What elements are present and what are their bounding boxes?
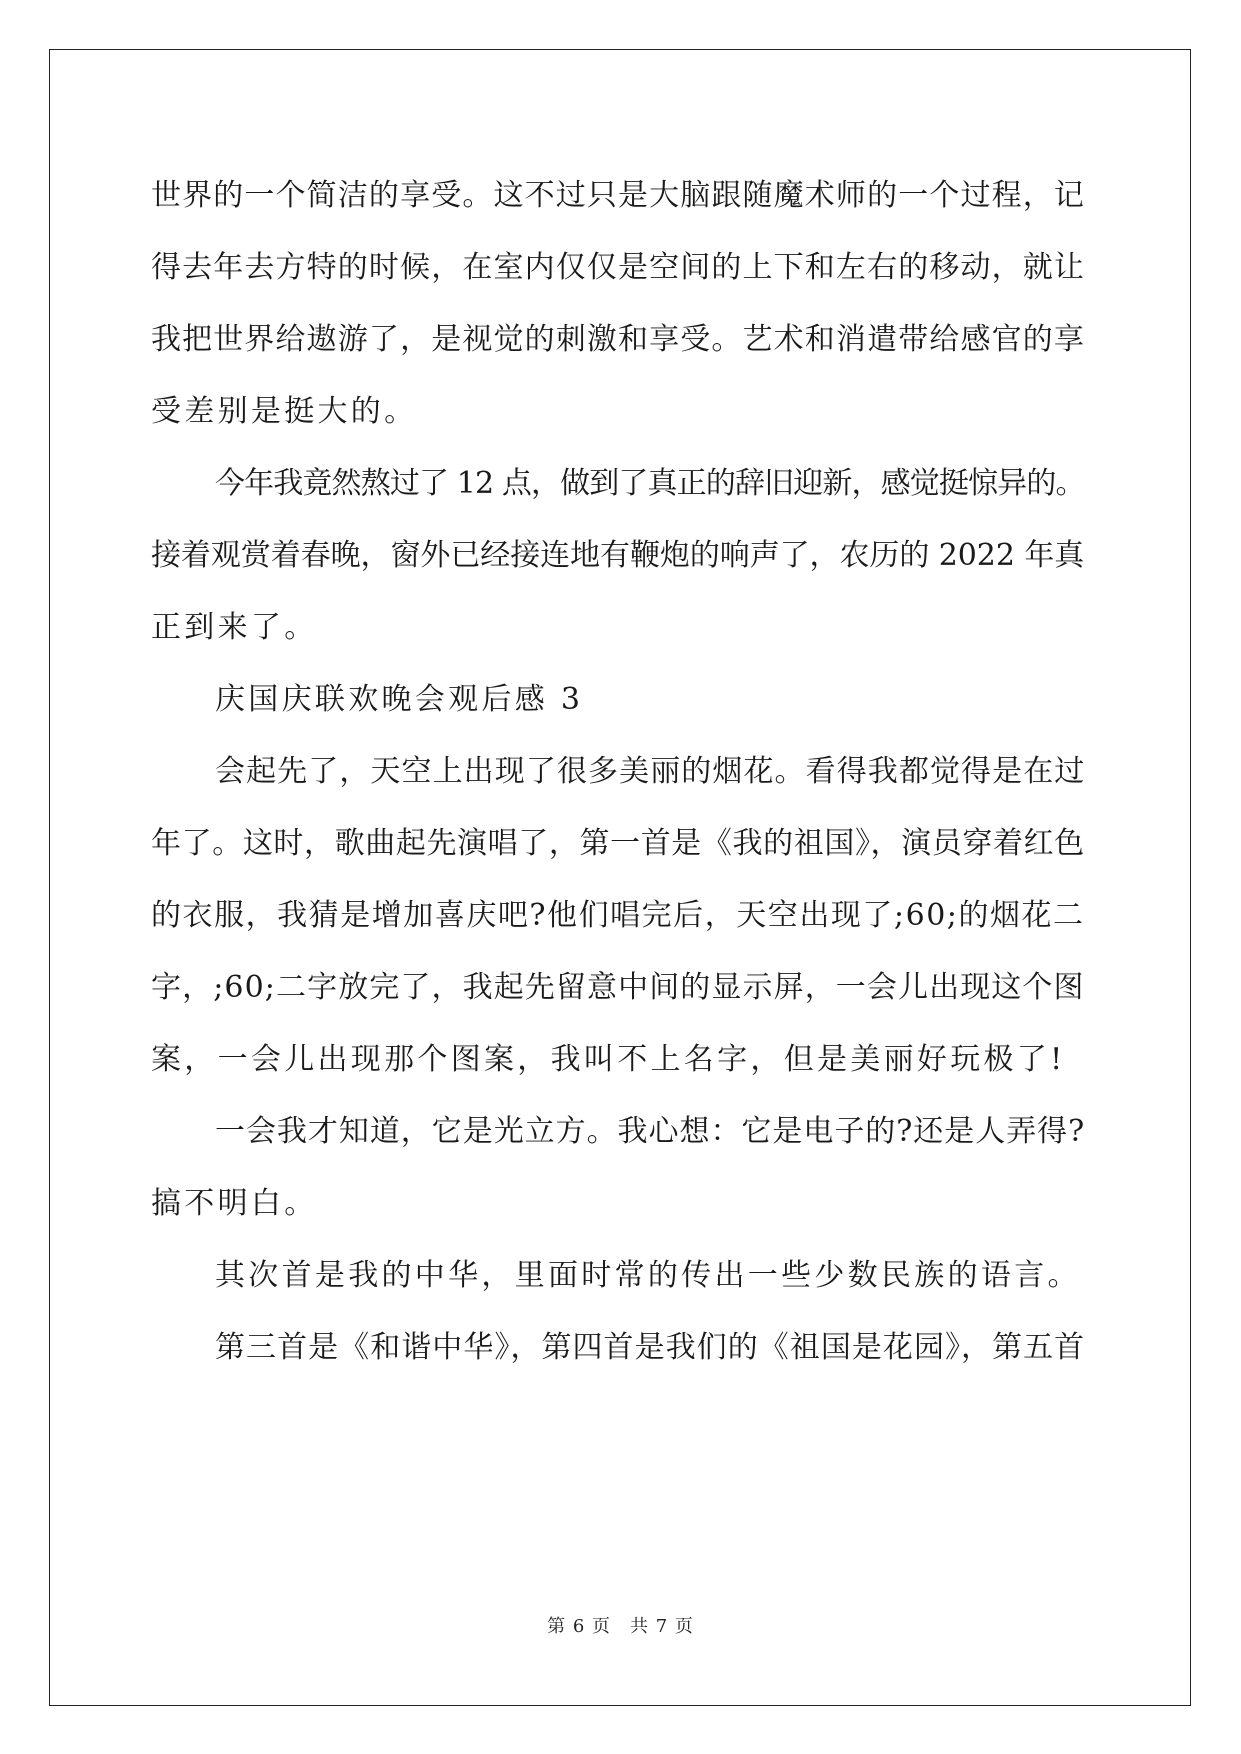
paragraph-start-line: 第三首是《和谐中华》，第四首是我们的《祖国是花园》，第五首 [215, 1330, 1086, 1365]
text-line: 正到来了。 [151, 610, 318, 645]
text-line: 世界的一个简洁的享受。这不过只是大脑跟随魔术师的一个过程，记 [151, 178, 1085, 213]
paragraph-start-line: 今年我竟然熬过了 12 点，做到了真正的辞旧迎新，感觉挺惊异的。 [215, 466, 1085, 501]
text-line: 搞不明白。 [151, 1186, 318, 1221]
text-line: 年了。这时，歌曲起先演唱了，第一首是《我的祖国》，演员穿着红色 [151, 826, 1085, 861]
text-line: 受差别是挺大的。 [151, 394, 418, 429]
text-line: 的衣服，我猜是增加喜庆吧?他们唱完后，天空出现了;60;的烟花二 [151, 898, 1085, 933]
paragraph-start-line: 其次首是我的中华，里面时常的传出一些少数民族的语言。 [215, 1258, 1081, 1293]
text-line: 我把世界给遨游了，是视觉的刺激和享受。艺术和消遣带给感官的享 [151, 322, 1085, 357]
paragraph-start-line: 一会我才知道，它是光立方。我心想：它是电子的?还是人弄得? [215, 1114, 1086, 1149]
paragraph-start-line: 会起先了，天空上出现了很多美丽的烟花。看得我都觉得是在过 [215, 754, 1086, 789]
page-number-footer: 第 6 页 共 7 页 [547, 1616, 694, 1637]
text-line: 接着观赏着春晚，窗外已经接连地有鞭炮的响声了，农历的 2022 年真 [151, 538, 1085, 573]
text-line: 字，;60;二字放完了，我起先留意中间的显示屏，一会儿出现这个图 [151, 970, 1085, 1005]
text-line: 得去年去方特的时候，在室内仅仅是空间的上下和左右的移动，就让 [151, 250, 1085, 285]
section-heading: 庆国庆联欢晚会观后感 3 [215, 682, 584, 717]
document-body [151, 160, 1091, 1384]
text-line: 案，一会儿出现那个图案，我叫不上名字，但是美丽好玩极了! [151, 1042, 1066, 1077]
